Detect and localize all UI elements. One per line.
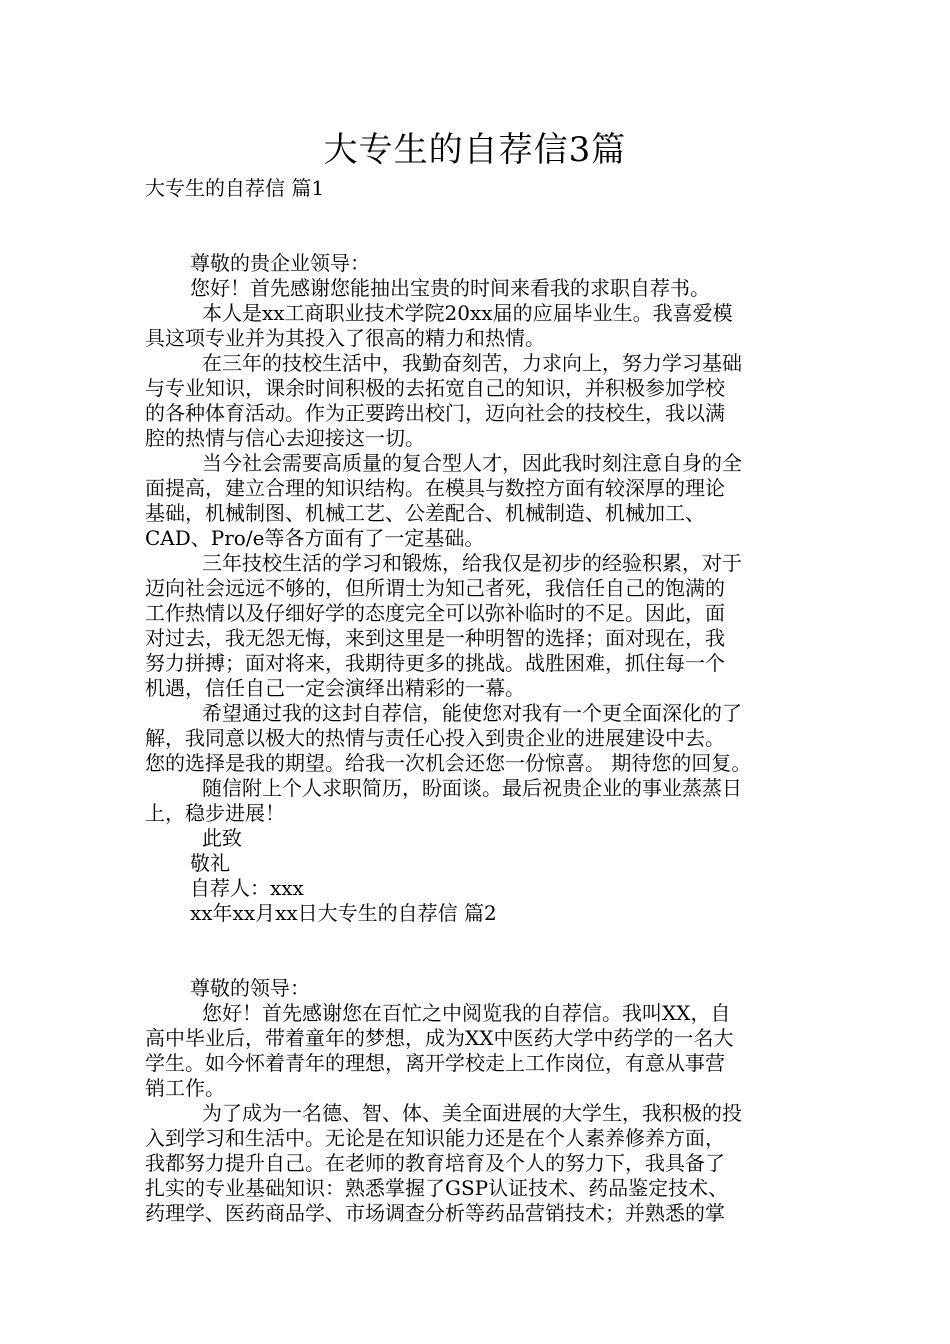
closing-line: 此致: [202, 826, 242, 850]
paragraph-line: 的各种体育活动。作为正要跨出校门，迈向社会的技校生，我以满: [145, 401, 725, 425]
paragraph-line: 迈向社会远远不够的，但所谓士为知己者死，我信任自己的饱满的: [145, 576, 725, 600]
paragraph-line: CAD、Pro/e等各方面有了一定基础。: [145, 526, 485, 550]
paragraph-line: 具这项专业并为其投入了很高的精力和热情。: [145, 326, 545, 350]
paragraph-line: 努力拼搏；面对将来，我期待更多的挑战。战胜困难，抓住每一个: [145, 651, 725, 675]
paragraph-line: 药理学、医药商品学、市场调查分析等药品营销技术；并熟悉的掌: [145, 1201, 725, 1225]
paragraph-line: 入到学习和生活中。无论是在知识能力还是在个人素养修养方面，: [145, 1126, 725, 1150]
paragraph-line: 解，我同意以极大的热情与责任心投入到贵企业的进展建设中去。: [145, 726, 725, 750]
paragraph-line: 上，稳步进展！: [145, 801, 285, 825]
signature-line: 自荐人：xxx: [190, 876, 304, 900]
document-title: 大专生的自荐信3篇: [323, 130, 627, 170]
paragraph-line: 面提高，建立合理的知识结构。在模具与数控方面有较深厚的理论: [145, 476, 725, 500]
paragraph-line: 我都努力提升自己。在老师的教育培育及个人的努力下，我具备了: [145, 1151, 725, 1175]
paragraph-line: 为了成为一名德、智、体、美全面进展的大学生，我积极的投: [202, 1101, 742, 1125]
paragraph-line: 与专业知识，课余时间积极的去拓宽自己的知识，并积极参加学校: [145, 376, 725, 400]
paragraph-line: 机遇，信任自己一定会演绎出精彩的一幕。: [145, 676, 525, 700]
paragraph-line: 腔的热情与信心去迎接这一切。: [145, 426, 425, 450]
paragraph-line: 扎实的专业基础知识：熟悉掌握了GSP认证技术、药品鉴定技术、: [145, 1176, 729, 1200]
paragraph-line: 您的选择是我的期望。给我一次机会还您一份惊喜。 期待您的回复。: [145, 751, 752, 775]
paragraph-line: 当今社会需要高质量的复合型人才，因此我时刻注意自身的全: [202, 451, 742, 475]
paragraph-line: 在三年的技校生活中，我勤奋刻苦，力求向上，努力学习基础: [202, 351, 742, 375]
paragraph-line: 工作热情以及仔细好学的态度完全可以弥补临时的不足。因此，面: [145, 601, 725, 625]
paragraph-line: 您好！首先感谢您在百忙之中阅览我的自荐信。我叫XX，自: [202, 1001, 731, 1025]
paragraph-line: 随信附上个人求职简历，盼面谈。最后祝贵企业的事业蒸蒸日: [202, 776, 742, 800]
paragraph-line: 您好！首先感谢您能抽出宝贵的时间来看我的求职自荐书。: [190, 276, 710, 300]
salutation-1: 尊敬的贵企业领导：: [190, 251, 370, 275]
paragraph-line: 基础，机械制图、机械工艺、公差配合、机械制造、机械加工、: [145, 501, 705, 525]
closing-line: 敬礼: [190, 851, 230, 875]
paragraph-line: 高中毕业后，带着童年的梦想，成为XX中医药大学中药学的一名大: [145, 1026, 734, 1050]
salutation-2: 尊敬的领导：: [190, 976, 310, 1000]
paragraph-line: 销工作。: [145, 1076, 225, 1100]
paragraph-line: 本人是xx工商职业技术学院20xx届的应届毕业生。我喜爱模: [202, 301, 733, 325]
paragraph-line: 三年技校生活的学习和锻炼，给我仅是初步的经验积累，对于: [202, 551, 742, 575]
date-and-section-heading-2: xx年xx月xx日大专生的自荐信 篇2: [190, 901, 497, 925]
section-heading-1: 大专生的自荐信 篇1: [145, 176, 325, 200]
paragraph-line: 学生。如今怀着青年的理想，离开学校走上工作岗位，有意从事营: [145, 1051, 725, 1075]
paragraph-line: 希望通过我的这封自荐信，能使您对我有一个更全面深化的了: [202, 701, 742, 725]
paragraph-line: 对过去，我无怨无悔，来到这里是一种明智的选择；面对现在，我: [145, 626, 725, 650]
